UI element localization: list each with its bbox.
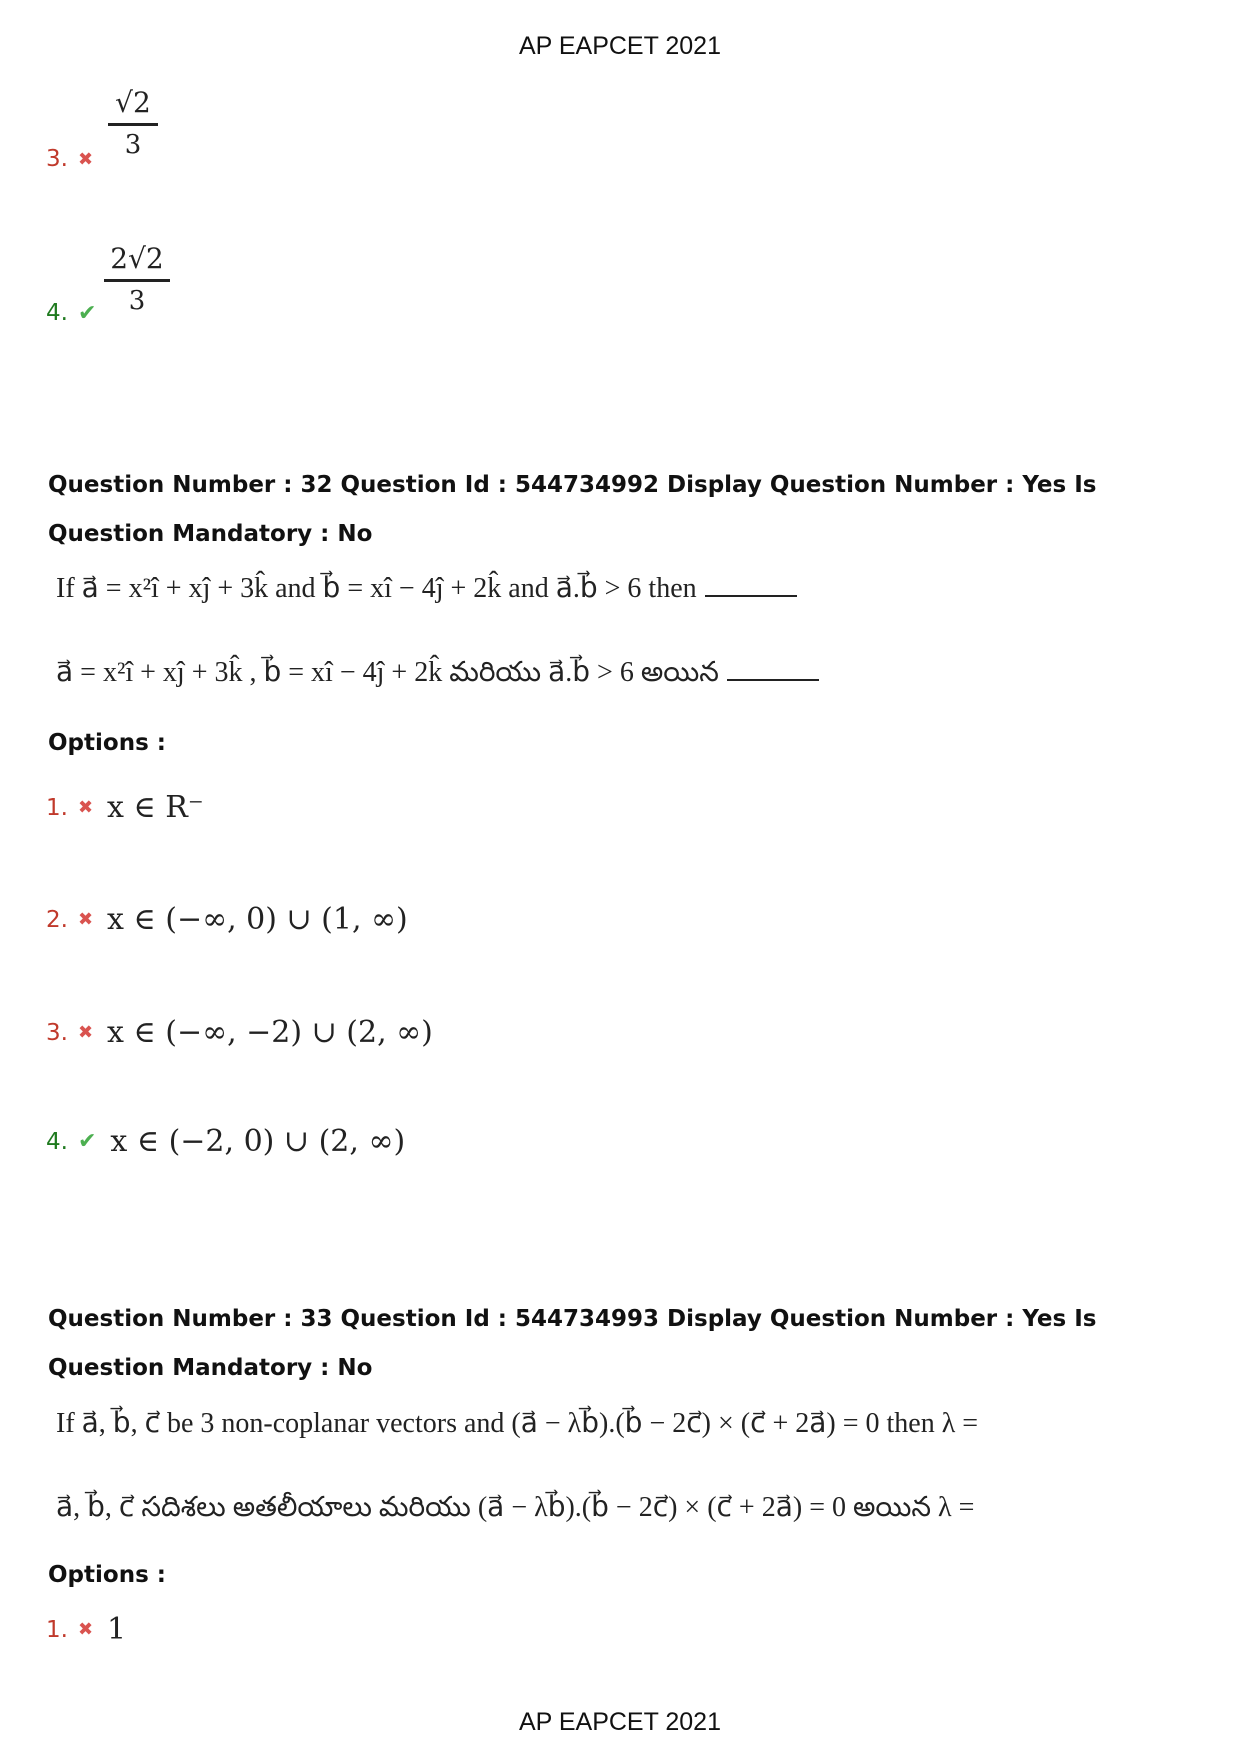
wrong-mark-icon: ✖ [77,909,94,930]
question-32-stem-english [56,571,797,605]
stem-text: If a⃗ = x²î + xĵ + 3k̂ and b⃗ = xî − 4ĵ + 2k̂ and a⃗.b⃗ > 6 then [56,573,697,604]
question-32-option-4 [46,1124,405,1159]
check-mark-icon: ✔ [77,300,97,326]
answer-blank [727,679,819,681]
question-33-stem-english: If a⃗, b⃗, c⃗ be 3 non-coplanar vectors and (a⃗ − λb⃗).(b⃗ − 2c⃗) × (c⃗ + 2a⃗) = 0 then λ = [56,1408,979,1439]
option-number: 1. [46,1616,68,1643]
fraction-bar [108,123,158,126]
question-33-header: Question Number : 33 Question Id : 544734993 Display Question Number : Yes Is Question Mandatory : No [48,1306,1097,1381]
question-32-option-1 [46,790,204,825]
question-32-header: Question Number : 32 Question Id : 544734992 Display Question Number : Yes Is Question Mandatory : No [48,472,1097,547]
stem-text: a⃗ = x²î + xĵ + 3k̂ , b⃗ = xî − 4ĵ + 2k̂ మరియు a⃗.b⃗ > 6 అయిన [56,657,719,688]
fraction-denominator: 3 [128,286,146,316]
question-32-option-2 [46,902,408,937]
option-text: x ∈ (−∞, −2) ∪ (2, ∞) [107,1015,433,1050]
option-number: 4. [46,300,68,326]
page-header: AP EAPCET 2021 [519,32,721,60]
option-number: 3. [46,146,68,172]
prev-option-3-fraction [108,86,158,160]
question-33-option-1 [46,1612,126,1647]
prev-option-4-fraction [104,242,170,316]
option-text: x ∈ R⁻ [107,790,204,825]
page-footer: AP EAPCET 2021 [519,1708,721,1736]
fraction-denominator: 3 [124,130,142,160]
option-number: 2. [46,906,68,933]
fraction-numerator: 2√2 [110,242,164,275]
option-number: 1. [46,794,68,821]
prev-option-4 [46,300,96,326]
question-32-stem-telugu [56,655,819,695]
option-text: 1 [107,1612,127,1647]
wrong-mark-icon: ✖ [77,1619,94,1640]
option-number: 3. [46,1019,68,1046]
question-33-stem-telugu: a⃗, b⃗, c⃗ సదిశలు అతలీయాలు మరియు (a⃗ − λb⃗).(b⃗ − 2c⃗) × (c⃗ + 2a⃗) = 0 అయిన λ = [56,1492,975,1523]
question-32-options-label: Options : [48,730,166,756]
wrong-mark-icon: ✖ [77,1022,94,1043]
option-text: x ∈ (−2, 0) ∪ (2, ∞) [110,1124,406,1159]
wrong-mark-icon: ✖ [77,797,94,818]
question-33-options-label: Options : [48,1562,166,1588]
fraction-bar [104,279,170,282]
fraction-numerator: √2 [115,86,151,119]
answer-blank [705,595,797,597]
prev-option-3 [46,146,93,172]
wrong-mark-icon: ✖ [77,148,94,170]
option-text: x ∈ (−∞, 0) ∪ (1, ∞) [107,902,408,937]
option-number: 4. [46,1128,68,1155]
question-32-option-3 [46,1015,433,1050]
check-mark-icon: ✔ [77,1129,97,1154]
